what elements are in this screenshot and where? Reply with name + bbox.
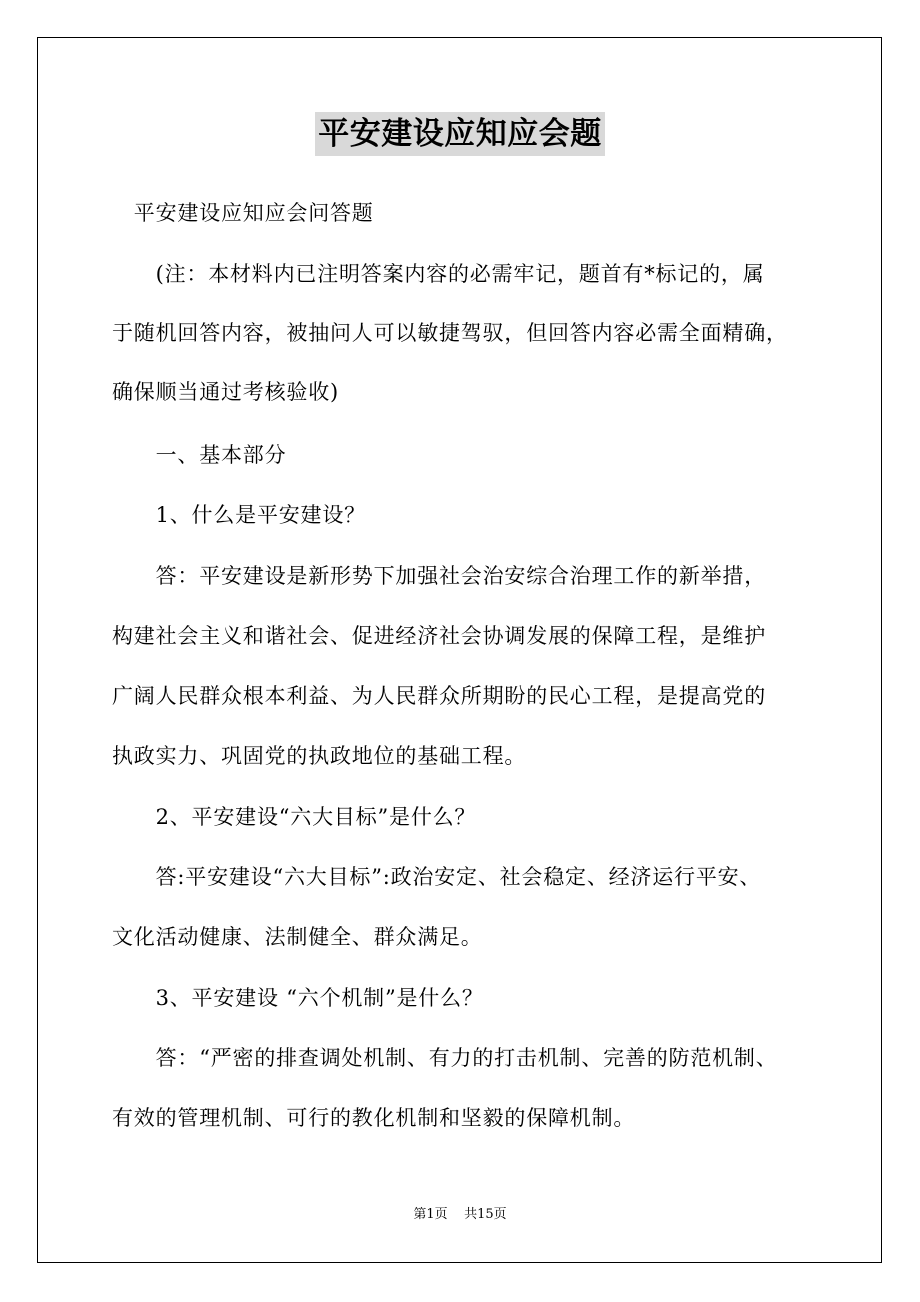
- section-heading: [112, 440, 832, 470]
- text-line: 有效的管理机制、可行的教化机制和坚毅的保障机制。: [112, 1106, 636, 1130]
- answer-1: [112, 561, 832, 771]
- text-line: 确保顺当通过考核验收): [112, 380, 339, 404]
- document-title: 平安建设应知应会题: [315, 112, 605, 156]
- page-number: 第1页: [413, 1207, 448, 1222]
- title-container: [0, 112, 920, 156]
- text-line: 构建社会主义和谐社会、促进经济社会协调发展的保障工程，是维护: [112, 624, 766, 648]
- text-line: 平安建设应知应会问答题: [112, 201, 374, 225]
- text-line: 答：平安建设是新形势下加强社会治安综合治理工作的新举措，: [112, 564, 766, 588]
- text-line: 于随机回答内容，被抽问人可以敏捷驾驭，但回答内容必需全面精确，: [112, 321, 788, 345]
- text-line: 执政实力、巩固党的执政地位的基础工程。: [112, 744, 527, 768]
- text-line: 答：“严密的排查调处机制、有力的打击机制、完善的防范机制、: [112, 1046, 778, 1070]
- question-1: [112, 500, 832, 530]
- text-line: 2、平安建设“六大目标”是什么？: [112, 805, 477, 829]
- subtitle-paragraph: [112, 198, 832, 228]
- text-line: 广阔人民群众根本利益、为人民群众所期盼的民心工程，是提高党的: [112, 684, 766, 708]
- text-line: 3、平安建设 “六个机制”是什么？: [112, 986, 484, 1010]
- text-line: 一、基本部分: [112, 443, 287, 467]
- text-line: 文化活动健康、法制健全、群众满足。: [112, 925, 483, 949]
- note-paragraph: [112, 259, 832, 407]
- question-2: [112, 802, 832, 832]
- question-3: [112, 983, 832, 1013]
- page-footer: [0, 1206, 920, 1224]
- text-line: (注：本材料内已注明答案内容的必需牢记，题首有*标记的，属: [112, 262, 765, 286]
- text-line: 1、什么是平安建设？: [112, 503, 366, 527]
- answer-3: [112, 1043, 832, 1133]
- text-line: 答:平安建设“六大目标”:政治安定、社会稳定、经济运行平安、: [112, 865, 762, 889]
- answer-2: [112, 862, 832, 952]
- page-total: 共15页: [464, 1207, 507, 1222]
